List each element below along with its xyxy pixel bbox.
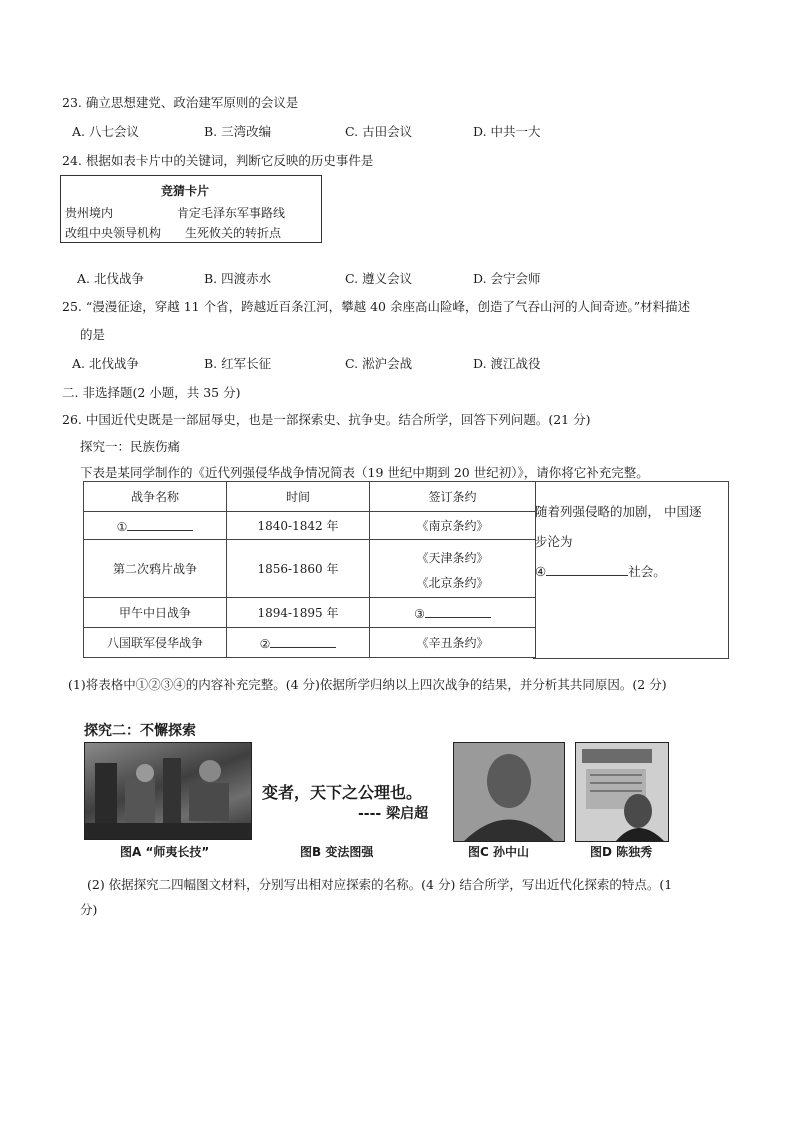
quote-author: ---- 梁启超 xyxy=(358,806,429,822)
q25-option-d: D. 渡江战役 xyxy=(473,356,541,371)
row2-treaty xyxy=(370,540,536,598)
table-row xyxy=(84,512,536,540)
portrait-icon xyxy=(454,743,564,841)
sub-question-2-line2: 分) xyxy=(80,902,98,917)
explore-1-heading: 探究一：民族伤痛 xyxy=(80,439,181,454)
factory-photo xyxy=(84,742,252,840)
sub-question-1: (1)将表格中①②③④的内容补充完整。(4 分)依据所学归纳以上四次战争的结果，并分析其共同原因。(2 分) xyxy=(68,677,667,692)
war-table xyxy=(83,481,536,658)
side-line-2: 步沦为 xyxy=(535,534,573,549)
q23-option-a: A. 八七会议 xyxy=(72,124,139,139)
table-intro: 下表是某同学制作的《近代列强侵华战争情况简表（19 世纪中期到 20 世纪初）》，请你将它补充完整。 xyxy=(80,465,649,480)
card-keyword-3: 改组中央领导机构 xyxy=(65,226,162,240)
sub-question-2-line1: (2) 依据探究二四幅图文材料，分别写出相对应探索的名称。(4 分) 结合所学，写出近代化探索的特点。(1 xyxy=(87,877,673,892)
row3-time: 1894-1895 年 xyxy=(227,598,370,628)
header-time: 时间 xyxy=(227,482,370,512)
q24-option-c: C. 遵义会议 xyxy=(345,271,413,286)
factory-machinery-icon xyxy=(85,743,251,839)
q25-stem-line1: 25. “漫漫征途，穿越 11 个省，跨越近百条江河，攀越 40 余座高山险峰，创造了气吞山河的人间奇迹。”材料描述 xyxy=(62,299,691,314)
guess-card xyxy=(60,175,322,243)
table-header-row xyxy=(84,482,536,512)
card-title: 竞猜卡片 xyxy=(161,184,210,198)
row1-name: ① xyxy=(84,512,227,540)
q25-option-b: B. 红军长征 xyxy=(204,356,272,371)
table-row xyxy=(84,540,536,598)
blank-4[interactable] xyxy=(546,563,628,576)
chen-duxiu-photo xyxy=(575,742,669,842)
caption-d: 图D 陈独秀 xyxy=(590,845,653,859)
row3-name: 甲午中日战争 xyxy=(84,598,227,628)
row2-treaty-1: 《天津条约》 xyxy=(416,551,489,565)
side-note-cell xyxy=(533,481,729,659)
q24-stem: 24. 根据如表卡片中的关键词，判断它反映的历史事件是 xyxy=(62,153,374,168)
q24-option-b: B. 四渡赤水 xyxy=(204,271,272,286)
caption-c: 图C 孙中山 xyxy=(468,845,529,859)
explore-2-heading: 探究二：不懈探索 xyxy=(84,723,196,739)
magazine-cover-icon xyxy=(576,743,668,841)
side-line-3: ④ 社会。 xyxy=(535,564,666,579)
q25-stem-line2: 的是 xyxy=(80,327,106,342)
caption-a: 图A “师夷长技” xyxy=(120,845,210,859)
header-treaty: 签订条约 xyxy=(370,482,536,512)
row4-time: ② xyxy=(227,628,370,658)
q23-option-d: D. 中共一大 xyxy=(473,124,541,139)
q23-stem: 23. 确立思想建党、政治建军原则的会议是 xyxy=(62,95,299,110)
row2-name: 第二次鸦片战争 xyxy=(84,540,227,598)
caption-b: 图B 变法图强 xyxy=(300,845,374,859)
row4-treaty: 《辛丑条约》 xyxy=(370,628,536,658)
q25-option-a: A. 北伐战争 xyxy=(72,356,139,371)
section-heading: 二. 非选择题(2 小题，共 35 分) xyxy=(62,385,241,400)
row2-treaty-2: 《北京条约》 xyxy=(416,576,489,590)
card-keyword-1: 贵州境内 xyxy=(65,206,114,220)
q23-option-c: C. 古田会议 xyxy=(345,124,413,139)
blank-3[interactable] xyxy=(425,605,491,618)
side-line-1: 随着列强侵略的加剧， 中国逐 xyxy=(535,504,702,519)
header-war-name: 战争名称 xyxy=(84,482,227,512)
row2-time: 1856-1860 年 xyxy=(227,540,370,598)
q26-stem: 26. 中国近代史既是一部屈辱史，也是一部探索史、抗争史。结合所学，回答下列问题。(21 分) xyxy=(62,412,591,427)
quote-text: 变者，天下之公理也。 xyxy=(262,783,423,802)
card-keyword-4: 生死攸关的转折点 xyxy=(185,226,282,240)
row4-name: 八国联军侵华战争 xyxy=(84,628,227,658)
q24-option-d: D. 会宁会师 xyxy=(473,271,541,286)
card-keyword-2: 肯定毛泽东军事路线 xyxy=(177,206,286,220)
row1-time: 1840-1842 年 xyxy=(227,512,370,540)
sun-yat-sen-photo xyxy=(453,742,565,842)
q25-option-c: C. 淞沪会战 xyxy=(345,356,413,371)
row3-treaty: ③ xyxy=(370,598,536,628)
q24-option-a: A. 北伐战争 xyxy=(77,271,144,286)
blank-1[interactable] xyxy=(127,518,193,531)
table-row xyxy=(84,598,536,628)
blank-2[interactable] xyxy=(270,635,336,648)
q23-option-b: B. 三湾改编 xyxy=(204,124,272,139)
row1-treaty: 《南京条约》 xyxy=(370,512,536,540)
table-row xyxy=(84,628,536,658)
